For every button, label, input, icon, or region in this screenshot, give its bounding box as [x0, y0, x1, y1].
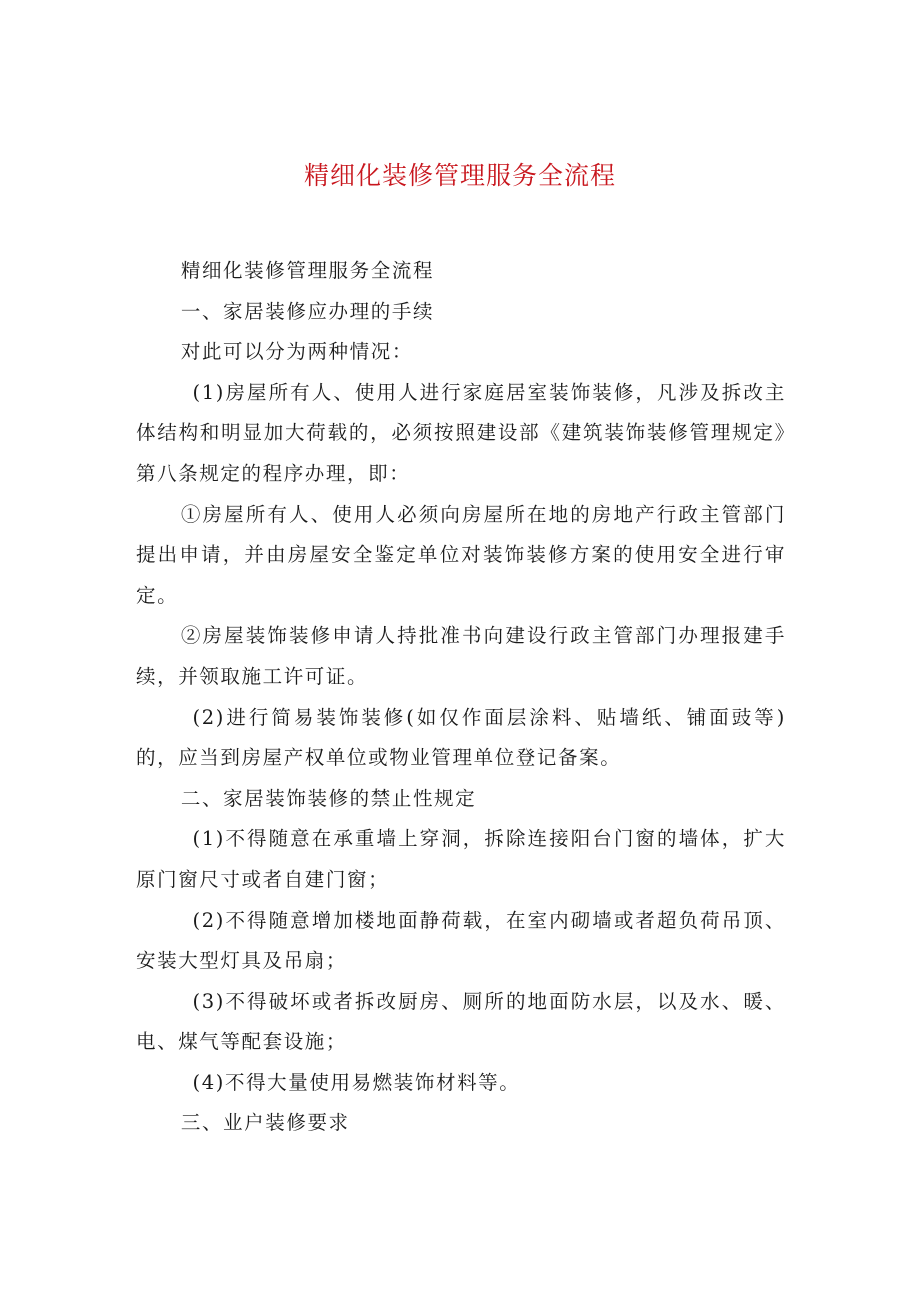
paragraph: 对此可以分为两种情况： [180, 340, 413, 364]
list-item: (1)房屋所有人、使用人进行家庭居室装饰装修，凡涉及拆改主体结构和明显加大荷载的，必须按照建设部《建筑装饰装修管理规定》第八条规定的程序办理，即： [136, 380, 786, 485]
list-item: ①房屋所有人、使用人必须向房屋所在地的房地产行政主管部门提出申请，并由房屋安全鉴定单位对装饰装修方案的使用安全进行审定。 [136, 502, 786, 607]
list-item: ②房屋装饰装修申请人持批准书向建设行政主管部门办理报建手续，并领取施工许可证。 [136, 624, 786, 688]
paragraph-heading-repeat: 精细化装修管理服务全流程 [180, 259, 435, 282]
list-item: (2)不得随意增加楼地面静荷载，在室内砌墙或者超负荷吊顶、安装大型灯具及吊扇； [136, 908, 786, 973]
section-heading-3: 三、业户装修要求 [180, 1111, 350, 1135]
list-item: (1)不得随意在承重墙上穿洞，拆除连接阳台门窗的墙体，扩大原门窗尺寸或者自建门窗； [136, 827, 786, 891]
list-item: (4)不得大量使用易燃装饰材料等。 [192, 1070, 521, 1094]
section-heading-1: 一、家居装修应办理的手续 [180, 299, 435, 323]
list-item: (2)进行简易装饰装修(如仅作面层涂料、贴墙纸、铺面豉等)的，应当到房屋产权单位或物业管理单位登记备案。 [136, 705, 786, 770]
list-item: (3)不得破坏或者拆改厨房、厕所的地面防水层，以及水、暖、电、煤气等配套设施； [136, 989, 786, 1054]
document-title: 精细化装修管理服务全流程 [303, 161, 616, 190]
document-body [136, 251, 786, 1144]
section-heading-2: 二、家居装饰装修的禁止性规定 [180, 786, 477, 810]
